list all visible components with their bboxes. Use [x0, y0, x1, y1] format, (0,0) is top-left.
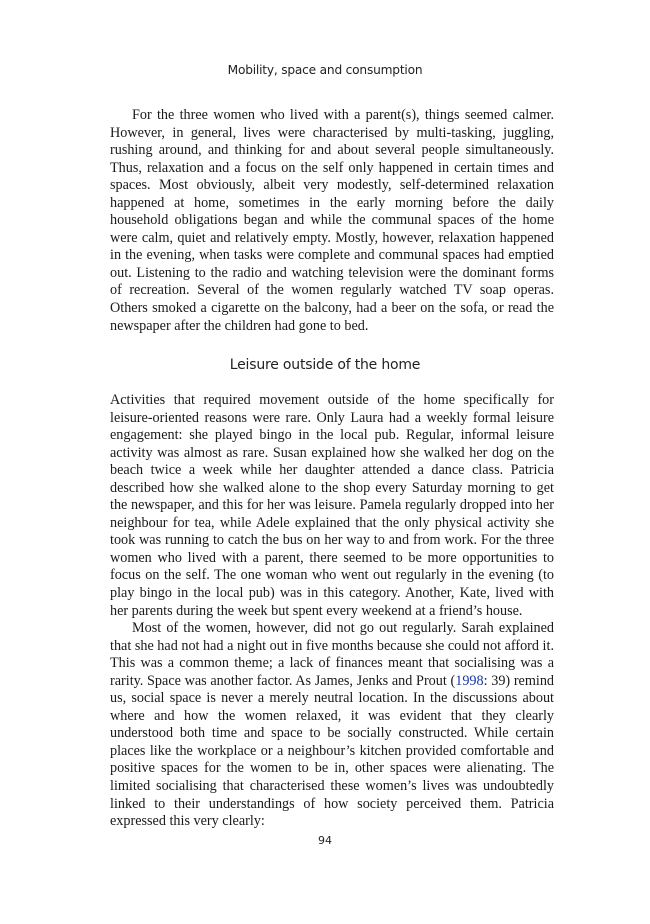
paragraph: Activities that required movement outside of the home specifically for leisure-oriented reasons were rare. Only Laura had a weekly formal leisure engagement: she played bingo in the local pub. Regular, informal leisure activity was almost as rare. Susan explained how she walked her dog on the beach twice a week while her daughter attended a dance class. Patricia described how she walked alone to the shop every Saturday morning to get the newspaper, and this for her was leisure. Pamela regularly dropped into her neighbour for tea, while Adele explained that the only physical activity she took was running to catch the bus on her way to and from work. For the three women who lived with a parent, there seemed to be more opportunities to focus on the self. The one woman who went out regularly in the evening (to play bingo in the local pub) was in this category. Another, Kate, lived with her parents during the week but spent every weekend at a friend’s house.: [110, 392, 554, 619]
citation-link[interactable]: 1998: [455, 672, 484, 689]
paragraph: For the three women who lived with a parent(s), things seemed calmer. However, in general, lives were characterised by multi-tasking, juggling, rushing around, and thinking for and about several people simultaneously. Thus, relaxation and a focus on the self only happened in certain times and spaces. Most obviously, albeit very modestly, self-determined relaxation happened at home, sometimes in the early morning before the daily household obligations began and while the communal spaces of the home were calm, quiet and relatively empty. Mostly, however, relaxation happened in the evening, when tasks were complete and communal spaces had emptied out. Listening to the radio and watching television were the dominant forms of recreation. Several of the women regularly watched TV soap operas. Others smoked a cigarette on the balcony, had a beer on the sofa, or read the newspaper after the children had gone to bed.: [110, 107, 554, 334]
paragraph-text: Most of the women, however, did not go out regularly. Sarah explained that she had not had a night out in five months because she could not afford it. This was a common theme; a lack of finances meant that socialising was a rarity. Space was another factor. As James, Jenks and Prout (: [110, 620, 554, 689]
text-block-top: [110, 107, 554, 335]
section-heading: Leisure outside of the home: [229, 357, 421, 373]
page-number: 94: [318, 834, 332, 847]
text-block-section: [110, 392, 554, 831]
running-head: Mobility, space and consumption: [227, 63, 423, 77]
paragraph-text: : 39) remind us, social space is never a merely neutral location. In the discussions about where and how the women relaxed, it was evident that they clearly understood both time and space to be socially constructed. While certain places like the workplace or a neighbour’s kitchen provided comfortable and positive spaces for the women to be in, other spaces were alienating. The limited socialising that characterised these women’s lives was undoubtedly linked to their understandings of how society perceived them. Patricia expressed this very clearly:: [110, 672, 555, 830]
paragraph: [110, 620, 554, 831]
